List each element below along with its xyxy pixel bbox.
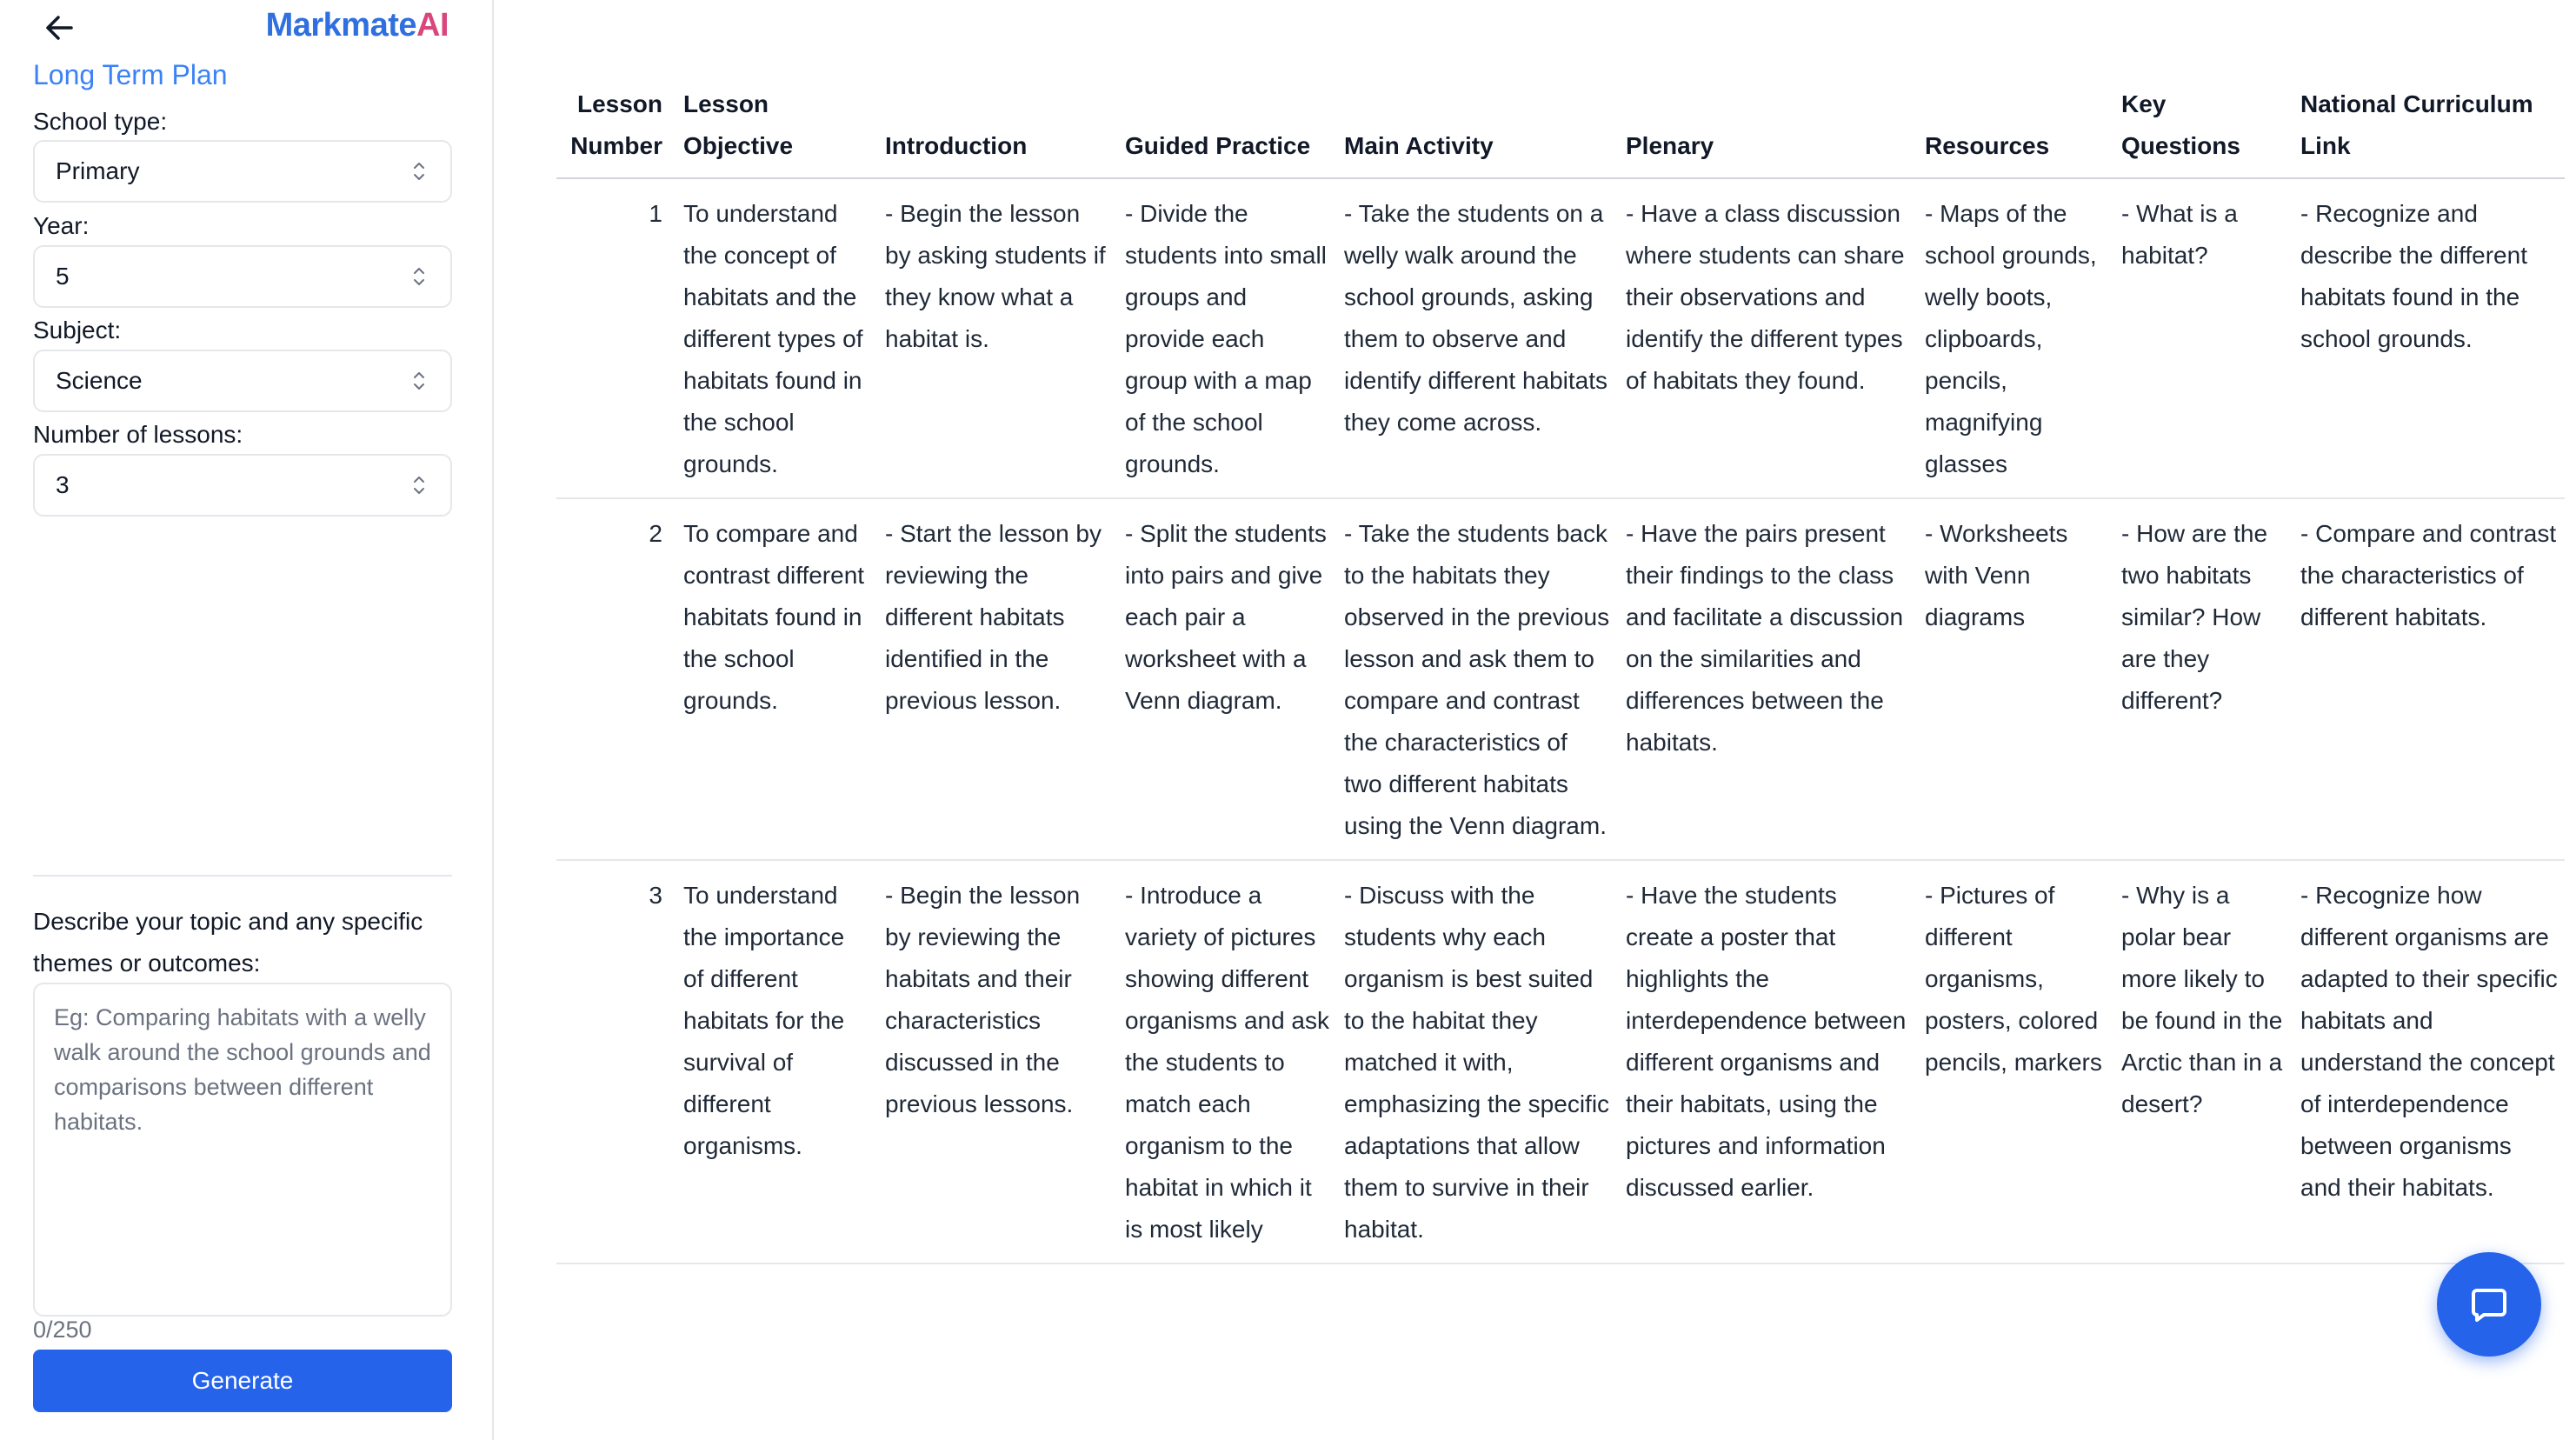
- char-count: 0/250: [33, 1317, 92, 1343]
- header-main-activity: Main Activity: [1337, 83, 1619, 178]
- year-label: Year:: [33, 212, 90, 239]
- cell-guided-practice: - Split the students into pairs and give each pair a worksheet with a Venn diagram.: [1118, 498, 1337, 860]
- year-select[interactable]: [33, 245, 452, 308]
- table-row: [556, 860, 2565, 1263]
- cell-introduction: - Start the lesson by reviewing the different habitats identified in the previous lesson.: [878, 498, 1118, 860]
- cell-plenary: - Have the pairs present their findings to the class and facilitate a discussion on the similarities and differences between the habitats.: [1619, 498, 1918, 860]
- cell-objective: To compare and contrast different habitats found in the school grounds.: [676, 498, 878, 860]
- cell-lesson-number: 3: [556, 860, 676, 1263]
- cell-objective: To understand the importance of different habitats for the survival of different organisms.: [676, 860, 878, 1263]
- lessons-value: 3: [56, 471, 70, 498]
- table-header-row: [556, 83, 2565, 178]
- cell-introduction: - Begin the lesson by reviewing the habitats and their characteristics discussed in the previous lessons.: [878, 860, 1118, 1263]
- year-value: 5: [56, 263, 70, 290]
- cell-key-questions: - How are the two habitats similar? How are they different?: [2114, 498, 2293, 860]
- logo: [266, 7, 449, 44]
- description-textarea[interactable]: [33, 983, 452, 1317]
- cell-plenary: - Have the students create a poster that highlights the interdependence between different organisms and their habitats, using the pictures and information discussed earlier.: [1619, 860, 1918, 1263]
- cell-guided-practice: - Divide the students into small groups and provide each group with a map of the school grounds.: [1118, 178, 1337, 498]
- lessons-label: Number of lessons:: [33, 421, 243, 448]
- page-title: Long Term Plan: [33, 59, 228, 90]
- chat-bubble-icon: [2468, 1283, 2510, 1325]
- cell-curriculum-link: - Compare and contrast the characteristics of different habitats.: [2293, 498, 2565, 860]
- generate-button[interactable]: Generate: [33, 1350, 452, 1412]
- header-objective: Lesson Objective: [676, 83, 878, 178]
- cell-resources: - Maps of the school grounds, welly boots, clipboards, pencils, magnifying glasses: [1918, 178, 2114, 498]
- school-type-value: Primary: [56, 157, 140, 184]
- divider: [33, 875, 452, 877]
- description-label: Describe your topic and any specific themes or outcomes:: [33, 908, 423, 977]
- chevron-up-down-icon: [412, 370, 426, 392]
- cell-resources: - Pictures of different organisms, posters, colored pencils, markers: [1918, 860, 2114, 1263]
- logo-main: Markmate: [265, 7, 416, 43]
- logo-accent: AI: [416, 7, 449, 43]
- school-type-label: School type:: [33, 108, 168, 135]
- header-plenary: Plenary: [1619, 83, 1918, 178]
- header-lesson-number: Lesson Number: [556, 83, 676, 178]
- cell-curriculum-link: - Recognize and describe the different habitats found in the school grounds.: [2293, 178, 2565, 498]
- lessons-select[interactable]: [33, 454, 452, 517]
- chat-button[interactable]: [2437, 1252, 2541, 1357]
- subject-select[interactable]: [33, 350, 452, 412]
- back-button[interactable]: [38, 10, 80, 45]
- cell-plenary: - Have a class discussion where students can share their observations and identify the different types of habitats they found.: [1619, 178, 1918, 498]
- chevron-up-down-icon: [412, 265, 426, 288]
- arrow-left-icon: [44, 15, 74, 41]
- table-row: [556, 498, 2565, 860]
- chevron-up-down-icon: [412, 160, 426, 183]
- cell-main-activity: - Discuss with the students why each organism is best suited to the habitat they matched it with, emphasizing the specific adaptations that allow them to survive in their habitat.: [1337, 860, 1619, 1263]
- cell-lesson-number: 2: [556, 498, 676, 860]
- subject-value: Science: [56, 367, 143, 394]
- cell-objective: To understand the concept of habitats and the different types of habitats found in the school grounds.: [676, 178, 878, 498]
- chevron-up-down-icon: [412, 474, 426, 497]
- cell-resources: - Worksheets with Venn diagrams: [1918, 498, 2114, 860]
- table-row: [556, 178, 2565, 498]
- cell-curriculum-link: - Recognize how different organisms are adapted to their specific habitats and understand the concept of interdependence between organisms and their habitats.: [2293, 860, 2565, 1263]
- lesson-plan-table: [556, 83, 2565, 1264]
- header-curriculum-link: National Curriculum Link: [2293, 83, 2565, 178]
- cell-key-questions: - What is a habitat?: [2114, 178, 2293, 498]
- lesson-plan-area: [556, 83, 2576, 1440]
- cell-main-activity: - Take the students on a welly walk around the school grounds, asking them to observe and identify different habitats they come across.: [1337, 178, 1619, 498]
- header-resources: Resources: [1918, 83, 2114, 178]
- header-key-questions: Key Questions: [2114, 83, 2293, 178]
- school-type-select[interactable]: [33, 140, 452, 203]
- cell-key-questions: - Why is a polar bear more likely to be found in the Arctic than in a desert?: [2114, 860, 2293, 1263]
- cell-main-activity: - Take the students back to the habitats they observed in the previous lesson and ask them to compare and contrast the characteristics of two different habitats using the Venn diagram.: [1337, 498, 1619, 860]
- header-guided-practice: Guided Practice: [1118, 83, 1337, 178]
- header-introduction: Introduction: [878, 83, 1118, 178]
- cell-introduction: - Begin the lesson by asking students if they know what a habitat is.: [878, 178, 1118, 498]
- cell-lesson-number: 1: [556, 178, 676, 498]
- subject-label: Subject:: [33, 317, 122, 343]
- sidebar: [0, 0, 494, 1440]
- cell-guided-practice: - Introduce a variety of pictures showing different organisms and ask the students to match each organism to the habitat in which it is most likely: [1118, 860, 1337, 1263]
